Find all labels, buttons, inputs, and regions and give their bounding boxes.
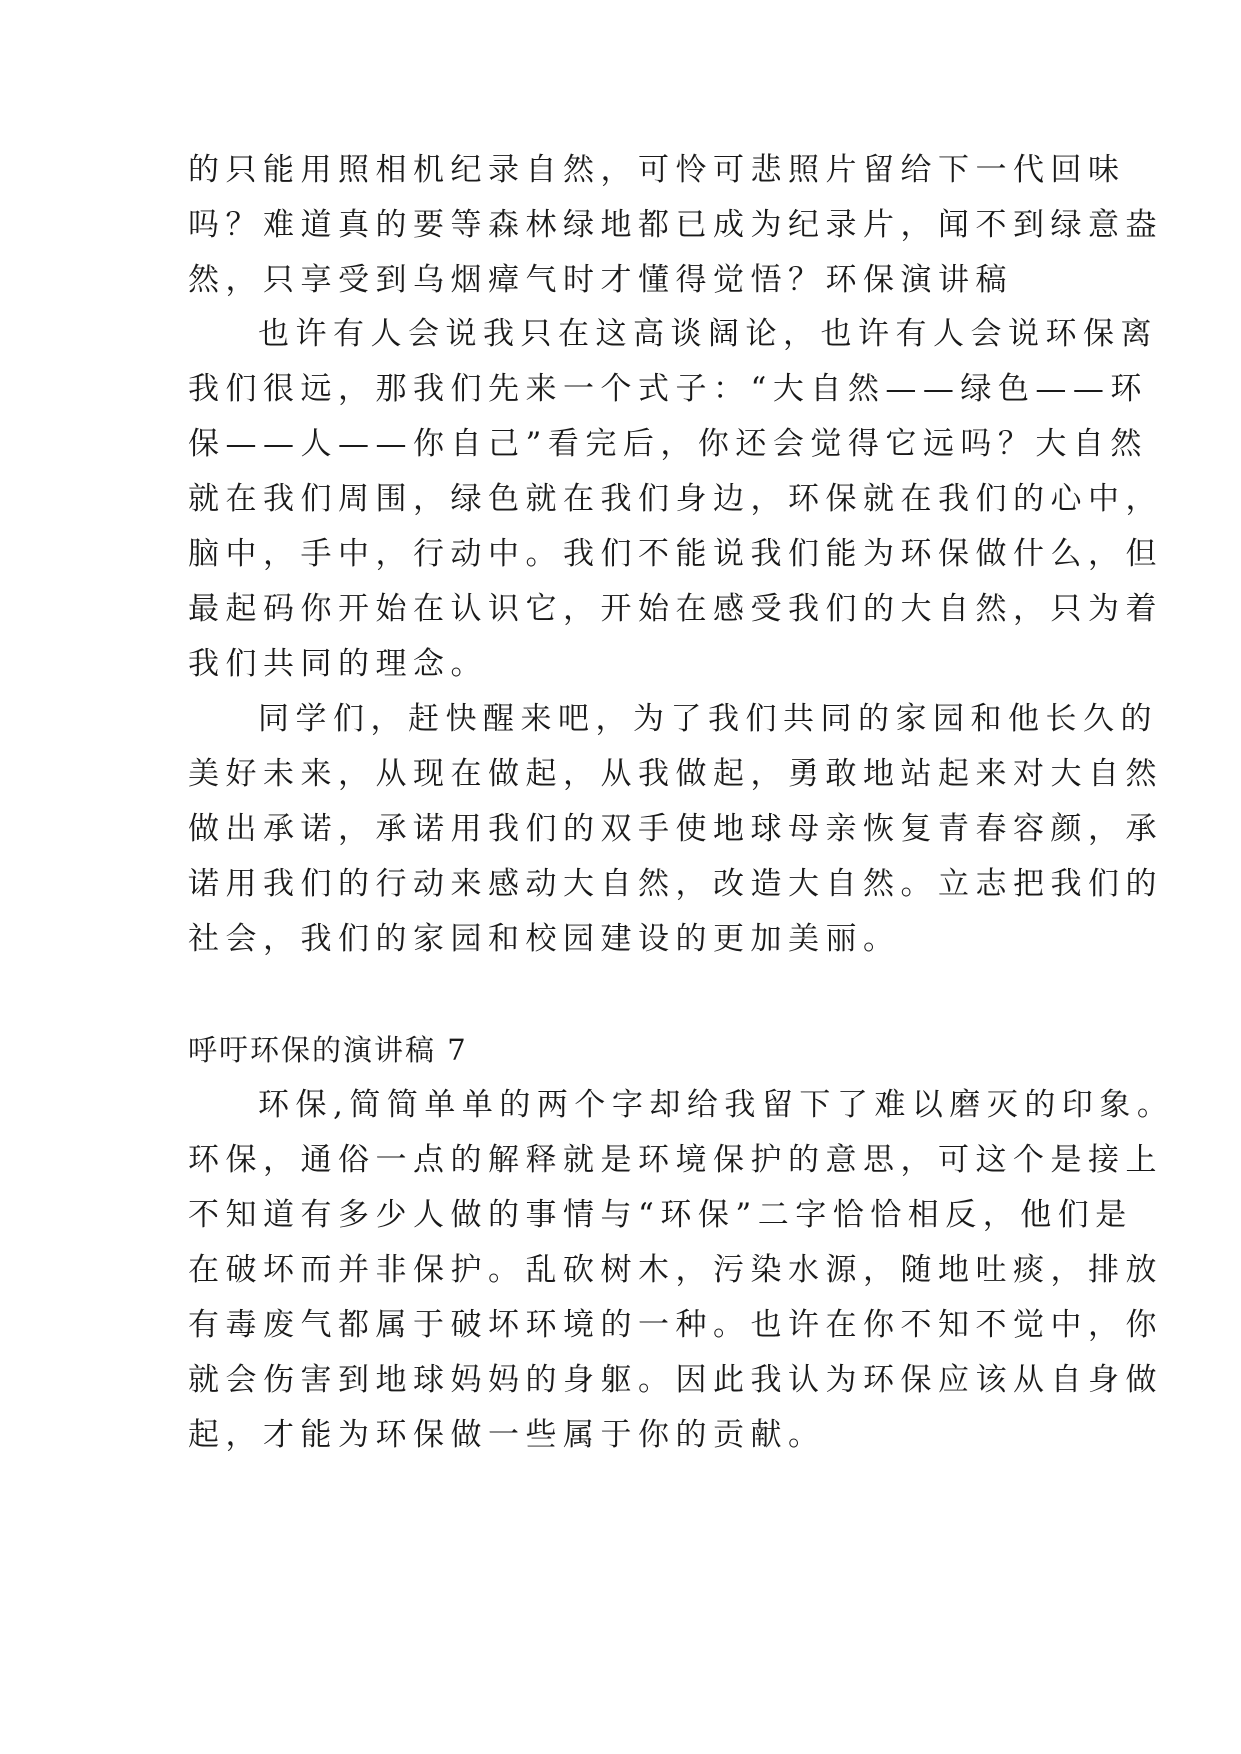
text-line: 就在我们周围，绿色就在我们身边，环保就在我们的心中， xyxy=(188,481,1163,517)
text-line: 我们共同的理念。 xyxy=(188,646,488,682)
text-line: 不知道有多少人做的事情与“环保”二字恰恰相反，他们是 xyxy=(188,1197,1133,1233)
text-line: 有毒废气都属于破坏环境的一种。也许在你不知不觉中，你 xyxy=(188,1307,1163,1343)
text-line: 我们很远，那我们先来一个式子：“大自然——绿色——环 xyxy=(188,371,1148,407)
text-line: 起，才能为环保做一些属于你的贡献。 xyxy=(188,1417,826,1453)
text-line: 环保，通俗一点的解释就是环境保护的意思，可这个是接上 xyxy=(188,1142,1163,1178)
text-line: 做出承诺，承诺用我们的双手使地球母亲恢复青春容颜，承 xyxy=(188,811,1163,847)
paragraph-first-line: 同学们，赶快醒来吧，为了我们共同的家园和他长久的 xyxy=(258,701,1158,737)
text-line: 的只能用照相机纪录自然，可怜可悲照片留给下一代回味 xyxy=(188,152,1126,188)
text-line: 脑中，手中，行动中。我们不能说我们能为环保做什么，但 xyxy=(188,536,1163,572)
text-line: 美好未来，从现在做起，从我做起，勇敢地站起来对大自然 xyxy=(188,756,1163,792)
section-heading: 呼吁环保的演讲稿 7 xyxy=(188,1033,468,1067)
text-line: 在破坏而并非保护。乱砍树木，污染水源，随地吐痰，排放 xyxy=(188,1252,1163,1288)
text-line: 然，只享受到乌烟瘴气时才懂得觉悟？环保演讲稿 xyxy=(188,262,1013,298)
text-line: 社会，我们的家园和校园建设的更加美丽。 xyxy=(188,921,901,957)
paragraph-first-line: 环保,简简单单的两个字却给我留下了难以磨灭的印象。 xyxy=(258,1087,1175,1123)
text-line: 就会伤害到地球妈妈的身躯。因此我认为环保应该从自身做 xyxy=(188,1362,1163,1398)
paragraph-first-line: 也许有人会说我只在这高谈阔论，也许有人会说环保离 xyxy=(258,316,1158,352)
text-line: 吗？难道真的要等森林绿地都已成为纪录片，闻不到绿意盎 xyxy=(188,207,1163,243)
text-line: 保——人——你自己”看完后，你还会觉得它远吗？大自然 xyxy=(188,426,1148,462)
text-line: 诺用我们的行动来感动大自然，改造大自然。立志把我们的 xyxy=(188,866,1163,902)
text-line: 最起码你开始在认识它，开始在感受我们的大自然，只为着 xyxy=(188,591,1163,627)
